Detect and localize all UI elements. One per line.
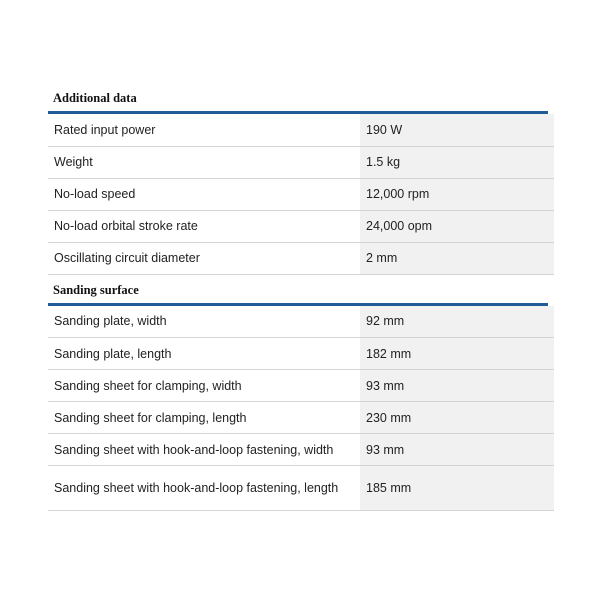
spec-value: 190 W [360,114,554,146]
spec-value: 93 mm [360,434,554,466]
table-row [48,114,554,146]
table-row [48,402,554,434]
section-title-additional-data: Additional data [53,91,137,105]
spec-label: Oscillating circuit diameter [48,242,360,274]
spec-label: Sanding plate, length [48,338,360,370]
table-row [48,178,554,210]
table-row [48,210,554,242]
spec-value: 24,000 opm [360,210,554,242]
table-row [48,146,554,178]
spec-value: 182 mm [360,338,554,370]
spec-label: Rated input power [48,114,360,146]
spec-value: 2 mm [360,242,554,274]
table-row [48,242,554,274]
spec-value: 230 mm [360,402,554,434]
section-title-sanding-surface: Sanding surface [53,282,139,297]
table-row [48,466,554,511]
spec-label: Sanding plate, width [48,306,360,338]
table-row [48,338,554,370]
spec-label: Weight [48,146,360,178]
table-row [48,306,554,338]
spec-label: Sanding sheet with hook-and-loop fastening, width [48,434,360,466]
spec-sheet [48,0,548,511]
spec-value: 12,000 rpm [360,178,554,210]
spec-value: 1.5 kg [360,146,554,178]
additional-data-table [48,114,554,275]
spec-label: Sanding sheet for clamping, length [48,402,360,434]
sanding-surface-table [48,306,554,512]
spec-value: 185 mm [360,466,554,511]
table-row [48,434,554,466]
spec-value: 93 mm [360,370,554,402]
spec-label: No-load speed [48,178,360,210]
table-row [48,370,554,402]
spec-label: Sanding sheet with hook-and-loop fastening, length [48,466,360,511]
spec-value: 92 mm [360,306,554,338]
spec-label: No-load orbital stroke rate [48,210,360,242]
spec-label: Sanding sheet for clamping, width [48,370,360,402]
